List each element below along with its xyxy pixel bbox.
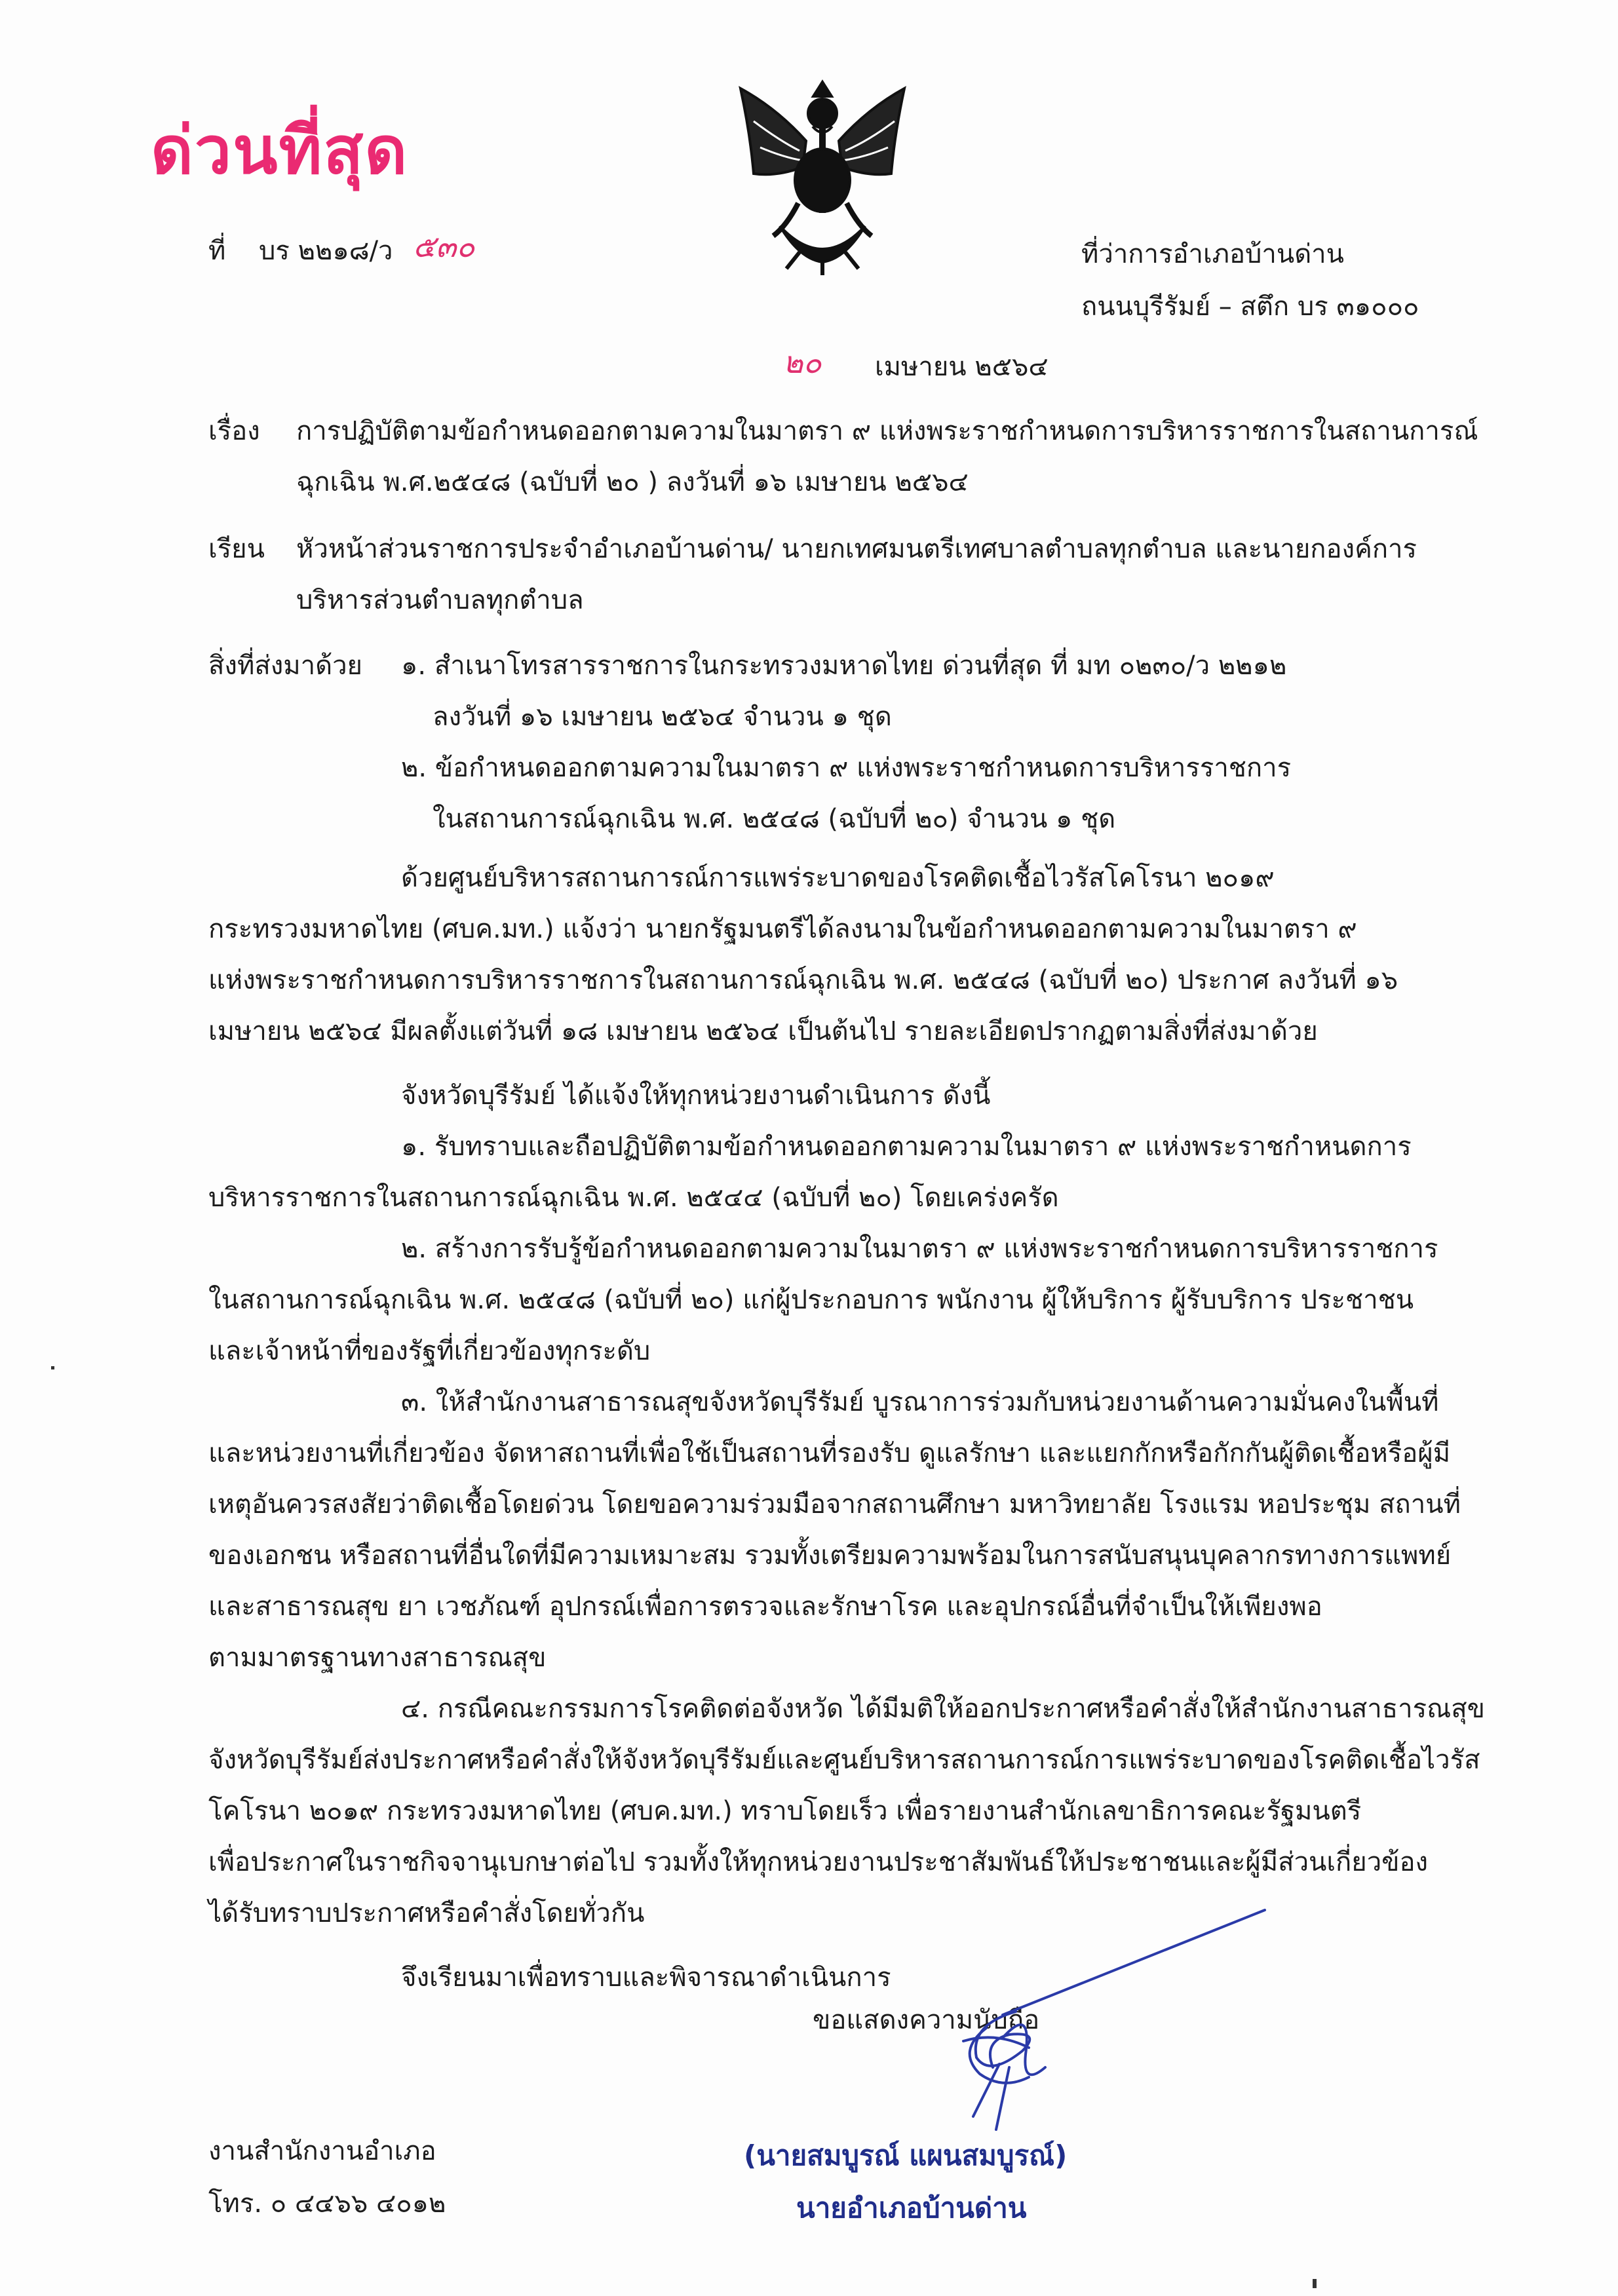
attachment-line: ลงวันที่ ๑๖ เมษายน ๒๕๖๔ จำนวน ๑ ชุด [433,702,892,732]
body-line: เมษายน ๒๕๖๔ มีผลตั้งแต่วันที่ ๑๘ เมษายน ๒๕๖๔ เป็นต้นไป รายละเอียดปรากฏตามสิ่งที่ส่งมาด้วย [208,1016,1318,1046]
body-line: และหน่วยงานที่เกี่ยวข้อง จัดหาสถานที่เพื่อใช้เป็นสถานที่รองรับ ดูแลรักษา และแยกกักหรือกักกันผู้ติดเชื้อหรือผู้มี [208,1438,1451,1468]
body-line: ตามมาตรฐานทางสาธารณสุข [208,1643,547,1673]
subject-line2: ฉุกเฉิน พ.ศ.๒๕๔๘ (ฉบับที่ ๒๐ ) ลงวันที่ ๑๖ เมษายน ๒๕๖๔ [296,467,969,497]
signatory-title: นายอำเภอบ้านด่าน [796,2192,1027,2224]
to-line2: บริหารส่วนตำบลทุกตำบล [296,585,584,615]
regards-line: ขอแสดงความนับถือ [813,2005,1040,2035]
body-line: กระทรวงมหาดไทย (ศบค.มท.) แจ้งว่า นายกรัฐมนตรีได้ลงนามในข้อกำหนดออกตามความในมาตรา ๙ [208,914,1357,944]
attachment-line: ๑. สำเนาโทรสารราชการในกระทรวงมหาดไทย ด่วนที่สุด ที่ มท ๐๒๓๐/ว ๒๒๑๒ [401,651,1287,681]
body-line: ในสถานการณ์ฉุกเฉิน พ.ศ. ๒๕๔๘ (ฉบับที่ ๒๐) แก่ผู้ประกอบการ พนักงาน ผู้ให้บริการ ผู้รับบริการ ประชาชน [208,1285,1414,1315]
ref-prefix: ที่ [208,236,226,266]
body-line: ๓. ให้สำนักงานสาธารณสุขจังหวัดบุรีรัมย์ บูรณาการร่วมกับหน่วยงานด้านความมั่นคงในพื้นที่ [401,1387,1439,1417]
body-line: ๑. รับทราบและถือปฏิบัติตามข้อกำหนดออกตามความในมาตรา ๙ แห่งพระราชกำหนดการ [401,1132,1412,1162]
body-line: ๒. สร้างการรับรู้ข้อกำหนดออกตามความในมาตรา ๙ แห่งพระราชกำหนดการบริหารราชการ [401,1234,1438,1264]
body-line: ด้วยศูนย์บริหารสถานการณ์การแพร่ระบาดของโรคติดเชื้อไวรัสโคโรนา ๒๐๑๙ [401,863,1275,893]
garuda-emblem-icon [714,62,931,278]
body-line: บริหารราชการในสถานการณ์ฉุกเฉิน พ.ศ. ๒๕๔๔ (ฉบับที่ ๒๐) โดยเคร่งครัด [208,1183,1059,1213]
body-line: ๔. กรณีคณะกรรมการโรคติดต่อจังหวัด ได้มีมติให้ออกประกาศหรือคำสั่งให้สำนักงานสาธารณสุข [401,1694,1485,1724]
body-line: แห่งพระราชกำหนดการบริหารราชการในสถานการณ์ฉุกเฉิน พ.ศ. ๒๕๔๘ (ฉบับที่ ๒๐) ประกาศ ลงวันที่ ๑๖ [208,965,1398,995]
urgency-stamp: ด่วนที่สุด [151,112,409,189]
handwritten-signature-icon [806,1900,1278,2149]
body-line: จังหวัดบุรีรัมย์ส่งประกาศหรือคำสั่งให้จังหวัดบุรีรัมย์และศูนย์บริหารสถานการณ์การแพร่ระบาดของโรคติดเชื้อไวรัส [208,1745,1480,1775]
body-line: เหตุอันควรสงสัยว่าติดเชื้อโดยด่วน โดยขอความร่วมมือจากสถานศึกษา มหาวิทยาลัย โรงแรม หอประชุม สถานที่ [208,1489,1461,1520]
footer-phone: โทร. ๐ ๔๔๖๖ ๔๐๑๒ [208,2189,446,2219]
body-line: และเจ้าหน้าที่ของรัฐที่เกี่ยวข้องทุกระดับ [208,1336,651,1366]
body-line: โคโรนา ๒๐๑๙ กระทรวงมหาดไทย (ศบค.มท.) ทราบโดยเร็ว เพื่อรายงานสำนักเลขาธิการคณะรัฐมนตรี [208,1796,1362,1826]
signatory-name: (นายสมบูรณ์ แผนสมบูรณ์) [744,2139,1068,2172]
ref-code: บร ๒๒๑๘/ว [259,236,393,266]
body-line: และสาธารณสุข ยา เวชภัณฑ์ อุปกรณ์เพื่อการตรวจและรักษาโรค และอุปกรณ์อื่นที่จำเป็นให้เพียงพอ [208,1592,1322,1622]
office-line1: ที่ว่าการอำเภอบ้านด่าน [1081,239,1344,269]
to-label: เรียน [208,534,265,564]
closing-line: จึงเรียนมาเพื่อทราบและพิจารณาดำเนินการ [401,1962,891,1993]
office-line2: ถนนบุรีรัมย์ – สตึก บร ๓๑๐๐๐ [1081,292,1419,322]
scan-speck [1313,2279,1317,2288]
date-day: ๒๐ [783,345,822,380]
body-line: เพื่อประกาศในราชกิจจานุเบกษาต่อไป รวมทั้งให้ทุกหน่วยงานประชาสัมพันธ์ให้ประชาชนและผู้มีส่วนเกี่ยวข้อง [208,1847,1429,1877]
attachment-line: ในสถานการณ์ฉุกเฉิน พ.ศ. ๒๕๔๘ (ฉบับที่ ๒๐) จำนวน ๑ ชุด [433,804,1116,834]
scan-speck [51,1366,54,1369]
ref-number: ๕๓๐ [413,229,475,264]
to-line1: หัวหน้าส่วนราชการประจำอำเภอบ้านด่าน/ นายกเทศมนตรีเทศบาลตำบลทุกตำบล และนายกองค์การ [296,534,1417,564]
attachments-label: สิ่งที่ส่งมาด้วย [208,651,362,681]
body-line: จังหวัดบุรีรัมย์ ได้แจ้งให้ทุกหน่วยงานดำเนินการ ดังนี้ [401,1081,991,1111]
date-rest: เมษายน ๒๕๖๔ [875,352,1049,382]
body-line: ได้รับทราบประกาศหรือคำสั่งโดยทั่วกัน [208,1898,645,1928]
subject-label: เรื่อง [208,416,260,446]
subject-line1: การปฏิบัติตามข้อกำหนดออกตามความในมาตรา ๙ แห่งพระราชกำหนดการบริหารราชการในสถานการณ์ [296,416,1478,446]
body-line: ของเอกชน หรือสถานที่อื่นใดที่มีความเหมาะสม รวมทั้งเตรียมความพร้อมในการสนับสนุนบุคลากรทางการแพทย์ [208,1540,1452,1571]
attachment-line: ๒. ข้อกำหนดออกตามความในมาตรา ๙ แห่งพระราชกำหนดการบริหารราชการ [401,753,1292,783]
footer-dept: งานสำนักงานอำเภอ [208,2136,436,2166]
